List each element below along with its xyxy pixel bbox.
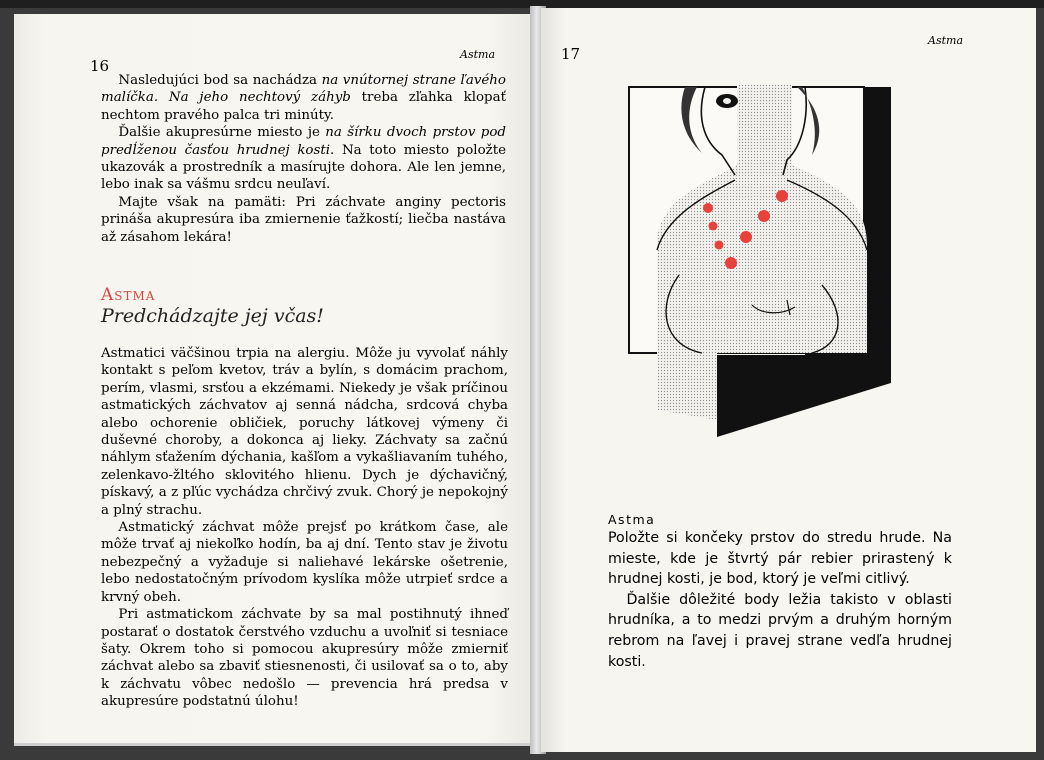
body-paragraph: Astmatici väčšinou trpia na alergiu. Môže ju vyvolať náhly kontakt s peľom kvetov, tráv a bylín, s domácim prachom, perím, vlasmi, srsťou a ekzémami. Niekedy je však príčinou astmatických záchvatov aj senná nádcha, srdcová chyba alebo ochorenie obličiek, poruchy látkovej výmeny či duševné choroby, a dokonca aj lieky. Záchvaty sa začnú náhlym sťažením dýchania, kašľom a vykašliavaním tuhého, zelenkavo-žltého sklovitého hlienu. Dych je dýchavičný, pískavý, a z pľúc vychádza chrčivý zvuk. Chorý je nepokojný a plný strachu. [101,346,508,518]
intro-paragraph [101,72,506,124]
body-paragraph: Pri astmatickom záchvate by sa mal postihnutý ihneď postarať o dostatok čerstvého vzduchu a uvoľniť si tesniace šaty. Okrem toho si pomocou akupresúry môže zmierniť záchvat alebo sa zbaviť stiesnenosti, či usilovať sa o to, aby k záchvatu vôbec nedošlo — prevencia hrá predsa v akupresúre podstatnú úlohu! [101,607,508,710]
acupressure-chest-illustration-icon [627,75,897,440]
right-caption [608,512,952,672]
body-paragraph: Astmatický záchvat môže prejsť po krátkom čase, ale môže trvať aj niekoľko hodín, ba aj dní. Tento stav je životu nebezpečný a vyžaduje si naliehavé lekárske ošetrenie, lebo nedostatočným prívodom kyslíka môže utrpieť srdce a krvný obeh. [101,520,508,605]
italic-run: na vnútornej strane ľavého malíčka. Na jeho nechtový záhyb [101,73,506,106]
text-run: Majte však na pamäti: Pri záchvate anginy pectoris prináša akupresúra iba zmiernenie ťažkostí; liečba nastáva až zásahom lekára! [101,194,506,245]
right-caption-label: Astma [608,512,656,527]
right-running-head: Astma [928,34,963,47]
left-page-number: 16 [90,57,110,75]
text-run: Ďalšie akupresúrne miesto je [118,125,326,141]
text-run: Nasledujúci bod sa nachádza [118,73,322,88]
text-run: treba zľahka klopať nechtom pravého palca tri minúty. [101,90,506,123]
intro-paragraph [101,124,506,194]
intro-paragraph [101,194,506,246]
right-page-number: 17 [561,45,581,63]
section-label: Astma [101,285,156,305]
section-subtitle: Predchádzajte jej včas! [101,305,324,327]
italic-run: na šírku dvoch prstov pod predĺženou časťou hrudnej kosti. [101,125,506,158]
text-run: Na toto miesto položte ukazovák a prostredník a masírujte dohora. Ale len jemne, lebo inak sa vášmu srdcu neuľaví. [101,142,507,193]
left-body-text [101,345,508,711]
right-caption-paragraph-2: Ďalšie dôležité body ležia takisto v oblasti hrudníka, a to medzi prvým a druhým horným rebrom na ľavej i pravej strane vedľa hrudnej kosti. [608,591,952,670]
right-caption-paragraph-1: Položte si končeky prstov do stredu hrude. Na mieste, kde je štvrtý pár rebier prirastený k hrudnej kosti, je bod, ktorý je veľmi citlivý. [608,530,952,588]
scan-top-edge [0,0,1044,8]
left-intro-text [101,72,506,246]
left-running-head: Astma [460,48,495,61]
